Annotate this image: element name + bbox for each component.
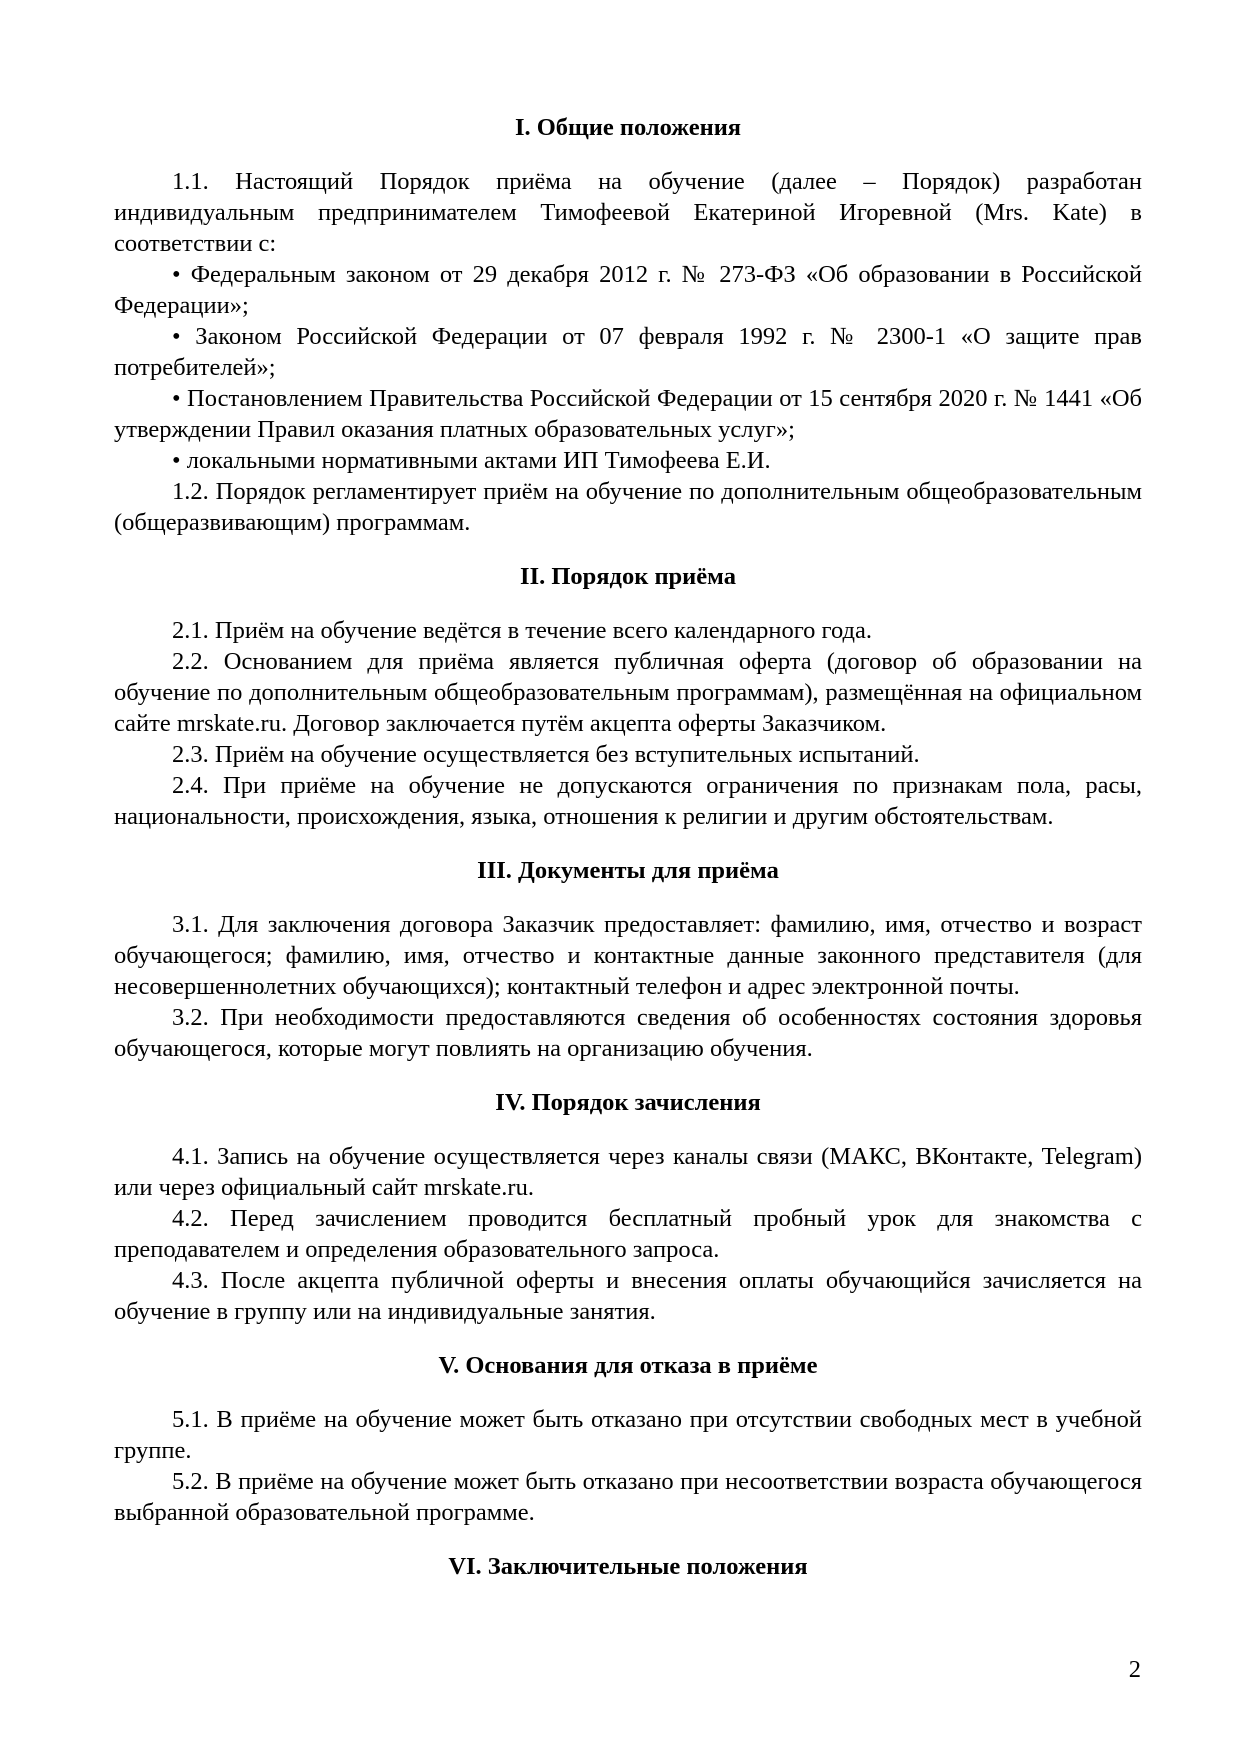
bullet-item: • локальными нормативными актами ИП Тимофеева Е.И. <box>172 447 771 474</box>
section-heading: III. Документы для приёма <box>477 857 779 884</box>
section-final-provisions <box>114 1551 1142 1582</box>
paragraph: 4.3. После акцепта публичной оферты и внесения оплаты обучающийся зачисляется на обучение в группу или на индивидуальные занятия. <box>114 1267 1142 1325</box>
paragraph: 5.1. В приёме на обучение может быть отказано при отсутствии свободных мест в учебной группе. <box>114 1406 1142 1464</box>
paragraph: 3.2. При необходимости предоставляются сведения об особенностях состояния здоровья обучающегося, которые могут повлиять на организацию обучения. <box>114 1004 1142 1062</box>
paragraph: 2.3. Приём на обучение осуществляется без вступительных испытаний. <box>172 741 920 768</box>
section-heading: V. Основания для отказа в приёме <box>438 1352 818 1379</box>
paragraph: 5.2. В приёме на обучение может быть отказано при несоответствии возраста обучающегося выбранной образовательной программе. <box>114 1468 1142 1526</box>
paragraph: 4.1. Запись на обучение осуществляется через каналы связи (МАКС, ВКонтакте, Telegram) или через официальный сайт mrskate.ru. <box>114 1143 1142 1201</box>
section-heading: IV. Порядок зачисления <box>495 1089 761 1116</box>
paragraph: 2.4. При приёме на обучение не допускаются ограничения по признакам пола, расы, национальности, происхождения, языка, отношения к религии и другим обстоятельствам. <box>114 772 1142 830</box>
paragraph: 1.2. Порядок регламентирует приём на обучение по дополнительным общеобразовательным (общеразвивающим) программам. <box>114 478 1142 536</box>
paragraph: 2.2. Основанием для приёма является публичная оферта (договор об образовании на обучение по дополнительным общеобразовательным программам), размещённая на официальном сайте mrskate.ru. Договор заключается путём акцепта оферты Заказчиком. <box>114 648 1142 737</box>
page-number: 2 <box>1128 1656 1141 1683</box>
section-general <box>114 112 1142 538</box>
section-enrollment <box>114 1087 1142 1327</box>
section-admission-procedure <box>114 561 1142 832</box>
section-heading: I. Общие положения <box>514 114 742 141</box>
section-documents <box>114 855 1142 1064</box>
paragraph: 1.1. Настоящий Порядок приёма на обучение (далее – Порядок) разработан индивидуальным предпринимателем Тимофеевой Екатериной Игоревной (Mrs. Kate) в соответствии с: <box>114 168 1142 257</box>
bullet-item: • Постановлением Правительства Российской Федерации от 15 сентября 2020 г. № 1441 «Об утверждении Правил оказания платных образовательных услуг»; <box>114 385 1142 443</box>
bullet-item: • Законом Российской Федерации от 07 февраля 1992 г. № 2300-1 «О защите прав потребителей»; <box>114 323 1142 381</box>
paragraph: 4.2. Перед зачислением проводится бесплатный пробный урок для знакомства с преподавателем и определения образовательного запроса. <box>114 1205 1142 1263</box>
paragraph: 3.1. Для заключения договора Заказчик предоставляет: фамилию, имя, отчество и возраст обучающегося; фамилию, имя, отчество и контактные данные законного представителя (для несовершеннолетних обучающихся); контактный телефон и адрес электронной почты. <box>114 911 1142 1000</box>
section-heading: VI. Заключительные положения <box>448 1553 808 1580</box>
document-page <box>114 112 1142 1605</box>
section-refusal-grounds <box>114 1350 1142 1528</box>
section-heading: II. Порядок приёма <box>520 563 736 590</box>
bullet-item: • Федеральным законом от 29 декабря 2012 г. № 273-ФЗ «Об образовании в Российской Федерации»; <box>114 261 1142 319</box>
paragraph: 2.1. Приём на обучение ведётся в течение всего календарного года. <box>172 617 872 644</box>
